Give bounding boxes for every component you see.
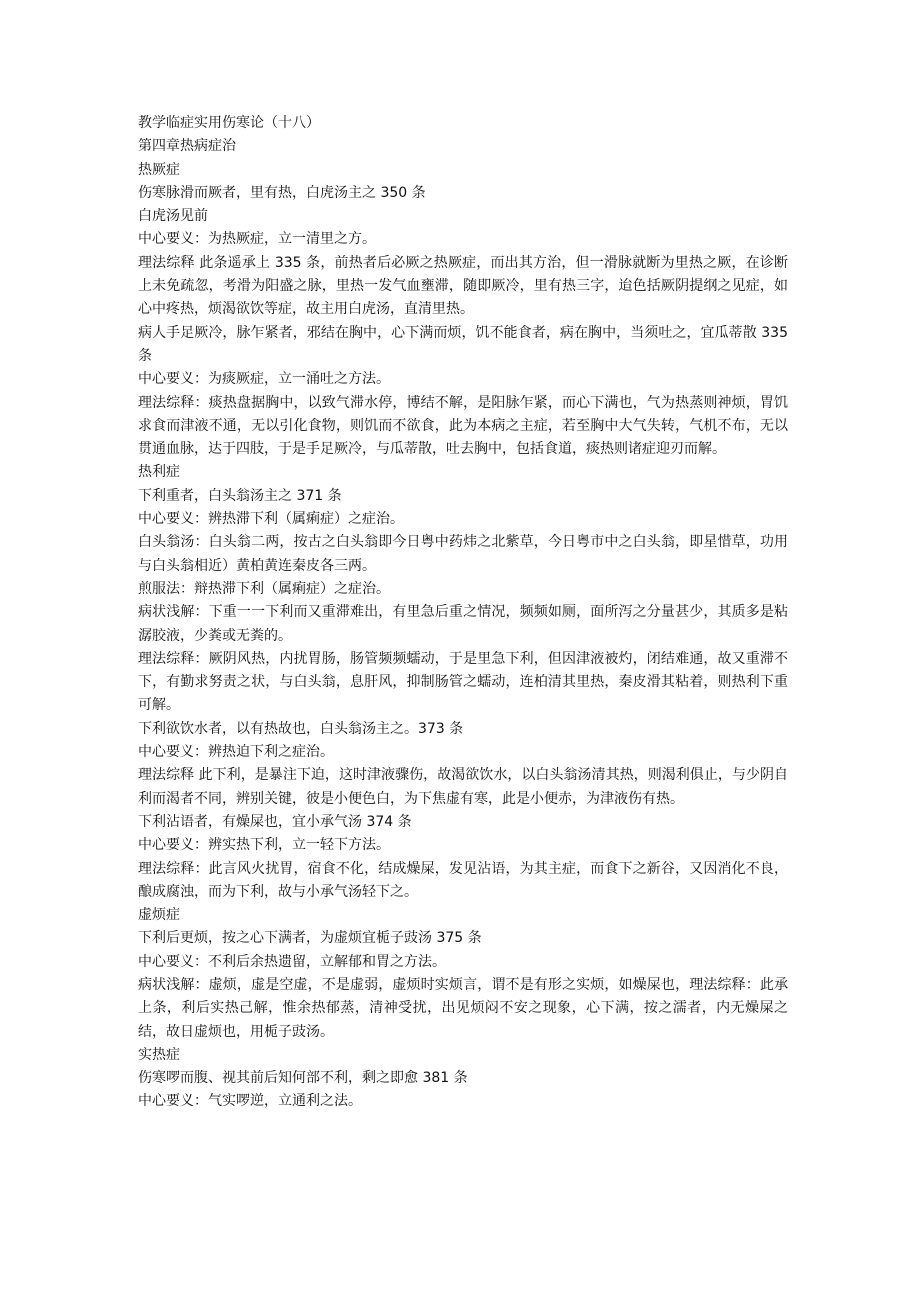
section-heading: 热利症 (138, 464, 180, 481)
preparation-paragraph: 煎服法：辩热滞下利（属痢症）之症治。 (138, 580, 390, 597)
clause-text: 下利重者，白头翁汤主之 371 条 (138, 487, 342, 504)
section-heading: 虚烦症 (138, 907, 180, 924)
clause-text: 伤寒啰而腹、视其前后知何部不利，剩之即愈 381 条 (138, 1070, 468, 1087)
explanation-paragraph: 理法综释：痰热盘据胸中，以致气滞水停，博结不解，是阳脉乍紧，而心下满也，气为热蒸则神烦，胃饥求食而津液不通，无以引化食物，则饥而不欲食，此为本病之主症，若至胸中大气失转，气机不布，无以贯通血脉，达于四肢，于是手足厥冷，与瓜蒂散，吐去胸中，包括食道，痰热则诸症迎刃而解。 (138, 394, 788, 458)
explanation-paragraph: 理法综释：此言风火扰胃，宿食不化，结成燥屎，发见沾语，为其主症，而食下之新谷，又因消化不良，酿成腐浊，而为下利，故与小承气汤轻下之。 (138, 860, 788, 900)
formula-paragraph: 白头翁汤：白头翁二两，按古之白头翁即今日粤中药炜之北紫草，今日粤市中之白头翁，即星惜草，功用与白头翁相近）黄柏黄连秦皮各三两。 (138, 534, 788, 574)
explanation-paragraph: 理法综释：厥阴风热，内扰胃肠，肠管频频蠕动，于是里急下利，但因津液被灼，闭结难通，故又重滞不下，有勤求努责之状，与白头翁，息肝风，抑制肠管之蠕动，连柏清其里热，秦皮滑其粘着，则热利下重可解。 (138, 650, 788, 714)
clause-text: 伤寒脉滑而厥者，里有热，白虎汤主之 350 条 (138, 184, 426, 201)
clause-text: 下利欲饮水者，以有热故也，白头翁汤主之。373 条 (138, 720, 464, 737)
explanation-paragraph: 理法综释 此下利，是暴注下迫，这时津液骤伤，故渴欲饮水，以白头翁汤清其热，则渴利俱止，与少阴自利而渴者不同，辨别关键，彼是小便色白，为下焦虚有寒，此是小便赤，为津液伤有热。 (138, 767, 788, 807)
clause-text: 下利沾语者，有燥屎也，宜小承气汤 374 条 (138, 813, 412, 830)
formula-note: 白虎汤见前 (138, 208, 208, 225)
central-meaning: 中心要义：辨实热下利，立一轻下方法。 (138, 837, 390, 854)
clause-text: 下利后更烦，按之心下满者，为虚烦宜栀子豉汤 375 条 (138, 930, 482, 947)
symptom-paragraph: 病状浅解：虚烦，虚是空虚，不是虚弱，虚烦时实烦言，谓不是有形之实烦，如燥屎也，理法综释：此承上条，利后实热己解，惟余热郁蒸，清神受扰，出见烦闷不安之现象，心下满，按之濡者，内无燥屎之结，故日虚烦也，用栀子豉汤。 (138, 976, 788, 1040)
section-heading: 实热症 (138, 1046, 180, 1063)
document-page (138, 112, 788, 1114)
clause-text: 病人手足厥冷，脉乍紧者，邪结在胸中，心下满而烦，饥不能食者，病在胸中，当须吐之，宜瓜蒂散 335 条 (138, 324, 788, 364)
explanation-paragraph: 理法综释 此条遥承上 335 条，前热者后必厥之热厥症，而出其方治，但一滑脉就断为里热之厥，在诊断上未免疏忽，考滑为阳盛之脉，里热一发气血壅滞，随即厥冷，里有热三字，迨色括厥阴提纲之见症，如心中疼热，烦渴欲饮等症，故主用白虎汤，直清里热。 (138, 254, 788, 318)
central-meaning: 中心要义：不利后余热遗留，立解郁和胃之方法。 (138, 953, 446, 970)
section-heading: 热厥症 (138, 161, 180, 178)
central-meaning: 中心要义：气实啰逆，立通利之法。 (138, 1093, 362, 1110)
symptom-paragraph: 病状浅解：下重一一下利而又重滞难出，有里急后重之情况，频频如厕，面所泻之分量甚少，其质多是粘潺胶液，少粪或无粪的。 (138, 604, 788, 644)
chapter-heading: 第四章热病症治 (138, 138, 236, 155)
central-meaning: 中心要义：辨热迫下利之症治。 (138, 744, 334, 761)
central-meaning: 中心要义：辨热滞下利（属痢症）之症治。 (138, 511, 404, 528)
document-title: 教学临症实用伤寒论（十八） (138, 115, 320, 131)
central-meaning: 中心要义：为热厥症，立一清里之方。 (138, 231, 376, 248)
central-meaning: 中心要义：为痰厥症，立一涌吐之方法。 (138, 371, 390, 388)
